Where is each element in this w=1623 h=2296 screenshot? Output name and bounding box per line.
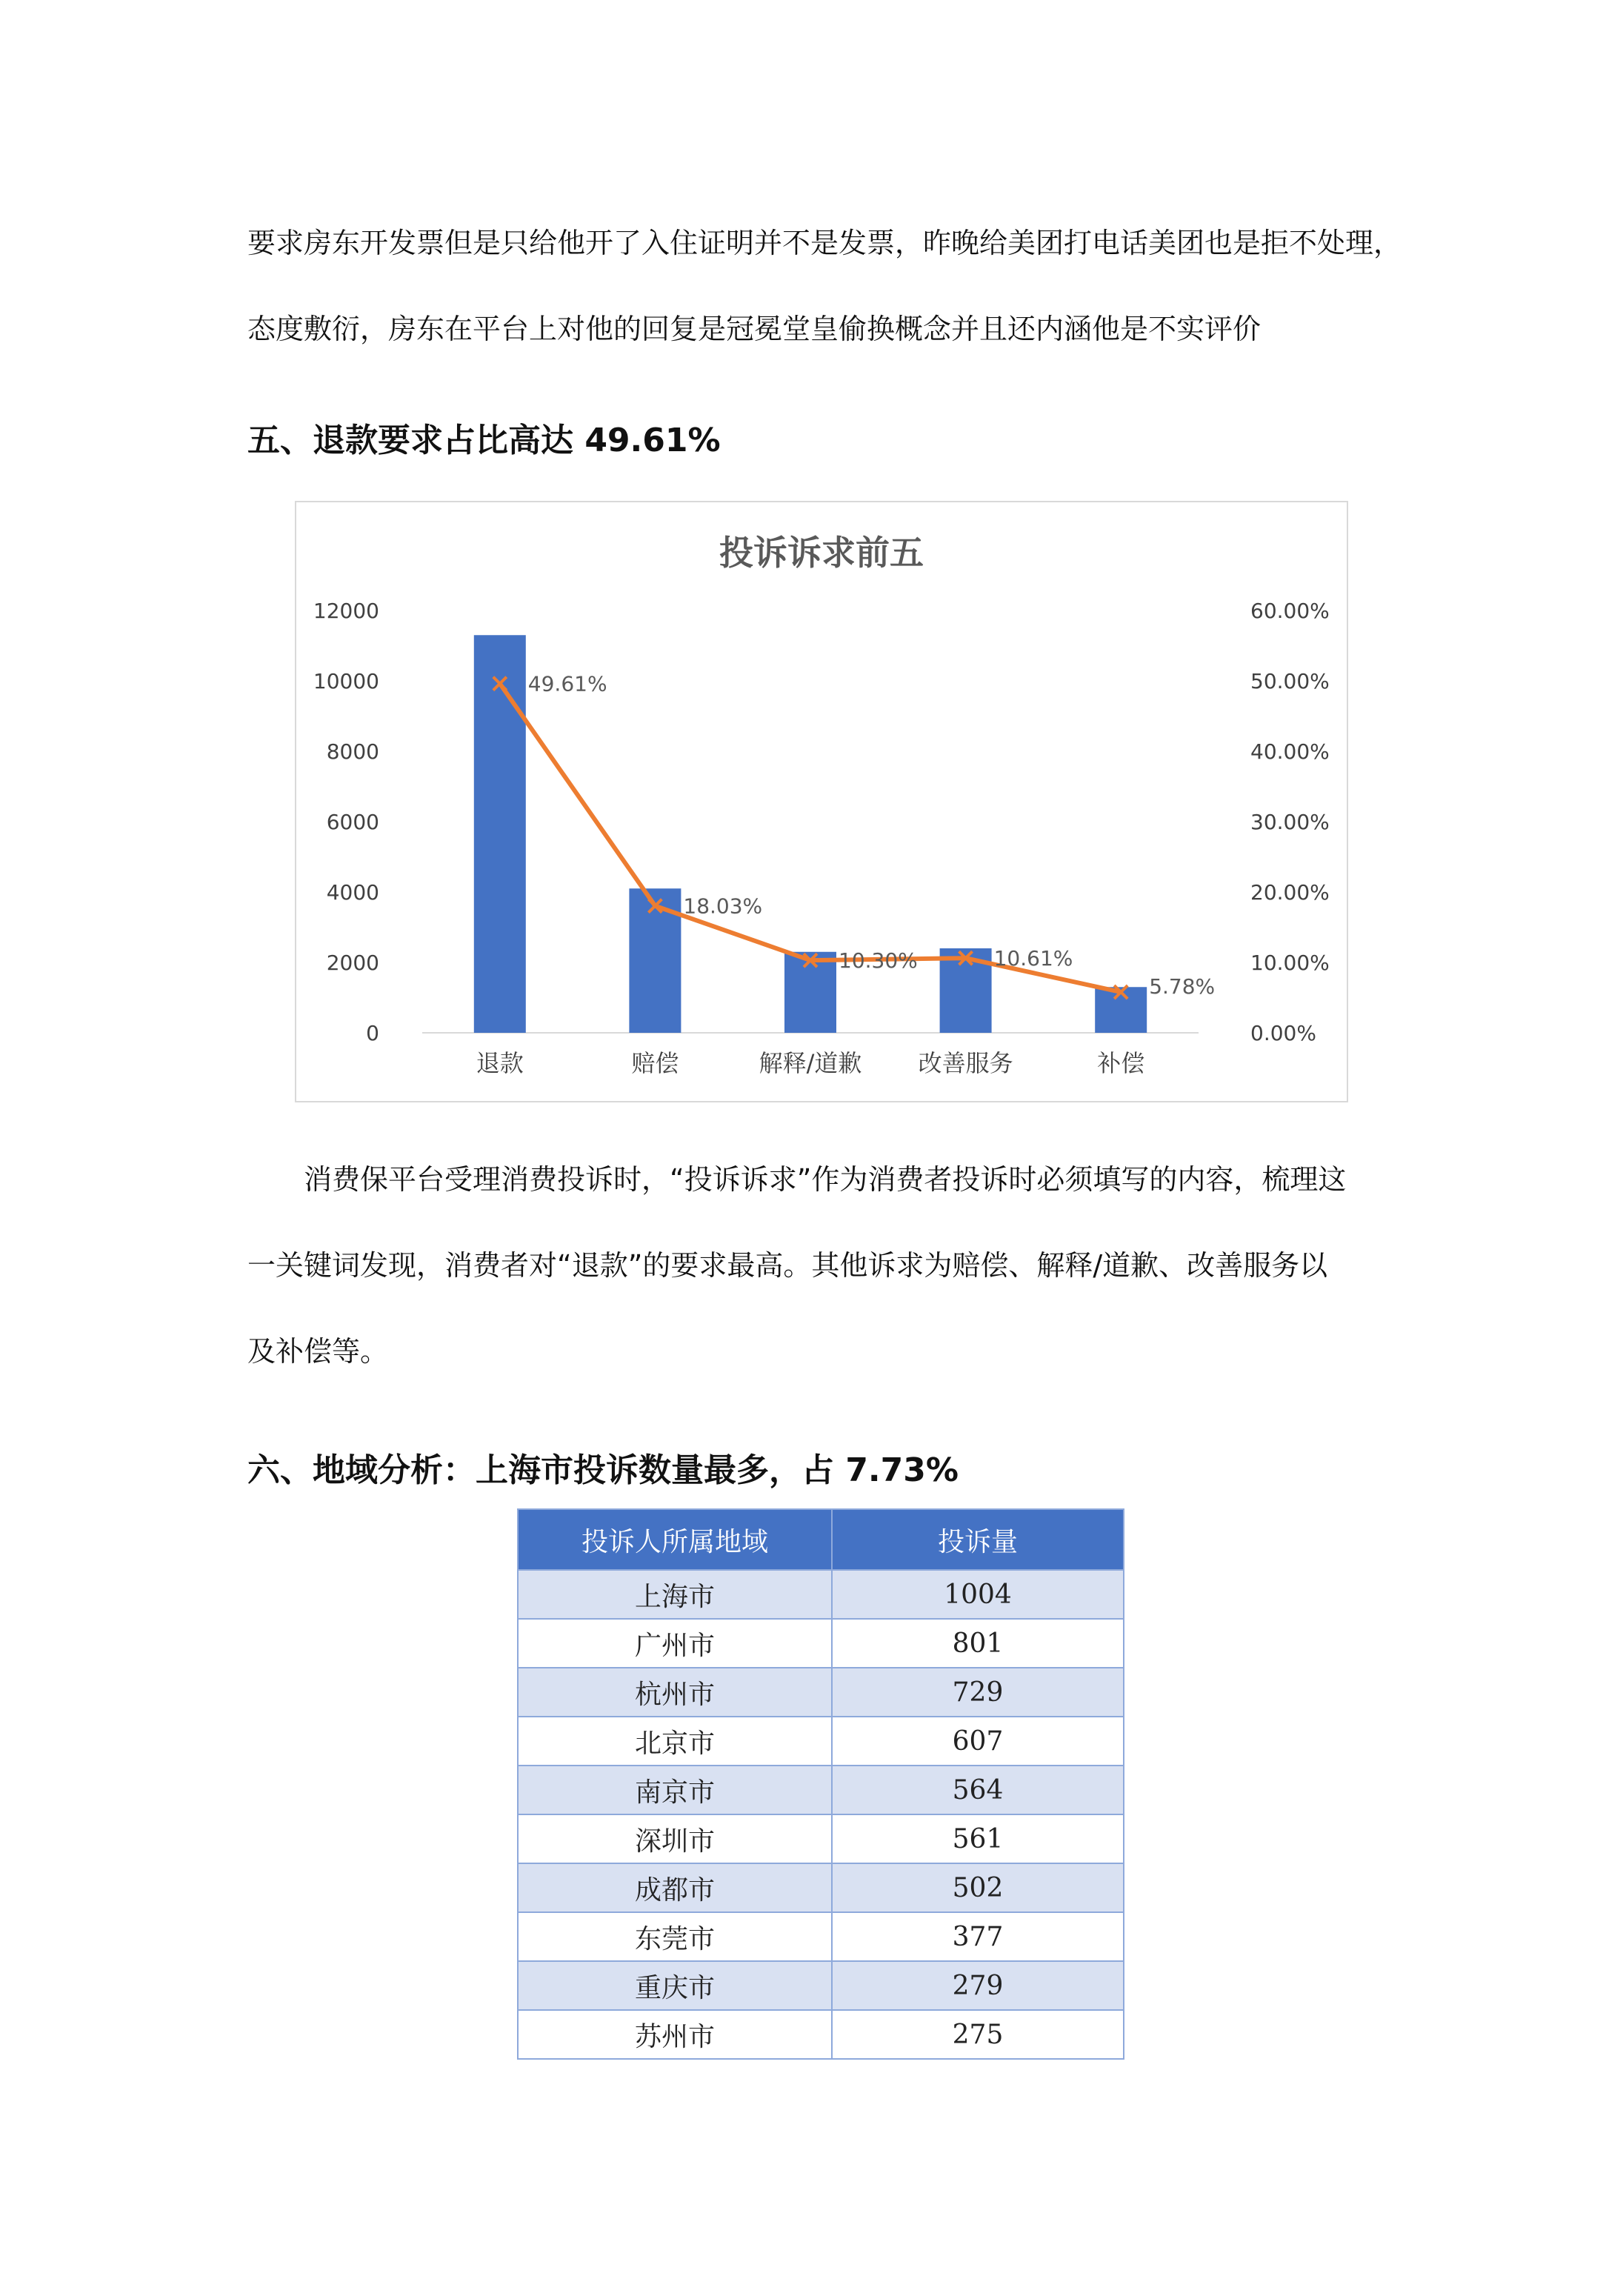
right-axis-tick: 50.00%	[1250, 669, 1330, 693]
category-label: 补偿	[1097, 1049, 1145, 1077]
data-label: 18.03%	[683, 894, 763, 919]
table-row	[518, 1766, 1124, 1814]
count-cell: 377	[832, 1912, 1124, 1961]
region-cell: 苏州市	[518, 2010, 832, 2059]
intro-line: 态度敷衍，房东在平台上对他的回复是冠冕堂皇偷换概念并且还内涵他是不实评价	[247, 313, 1262, 345]
right-axis-tick: 20.00%	[1250, 880, 1330, 905]
left-axis-tick: 10000	[313, 669, 379, 693]
right-axis-tick: 30.00%	[1250, 810, 1330, 834]
table-header-row	[518, 1509, 1124, 1570]
table-row	[518, 1912, 1124, 1961]
left-axis-tick: 8000	[326, 739, 379, 764]
chart-title: 投诉诉求前五	[719, 533, 924, 573]
left-axis-tick: 12000	[313, 599, 379, 623]
body-paragraph	[247, 1137, 1403, 1394]
category-label: 改善服务	[918, 1049, 1013, 1077]
region-cell: 东莞市	[518, 1912, 832, 1961]
left-axis-tick: 4000	[326, 880, 379, 905]
category-label: 解释/道歉	[759, 1049, 862, 1077]
category-label: 退款	[476, 1049, 524, 1077]
region-cell: 南京市	[518, 1766, 832, 1814]
data-label: 5.78%	[1149, 974, 1216, 999]
intro-paragraph	[247, 200, 1403, 372]
intro-line: 要求房东开发票但是只给他开了入住证明并不是发票，昨晚给美团打电话美团也是拒不处理，	[247, 227, 1402, 259]
count-cell: 607	[832, 1717, 1124, 1766]
table-row	[518, 1814, 1124, 1863]
section6-heading: 六、地域分析：上海市投诉数量最多，占 7.73%	[247, 1451, 959, 1489]
region-cell: 成都市	[518, 1863, 832, 1912]
right-axis-tick: 40.00%	[1250, 739, 1330, 764]
count-cell: 561	[832, 1814, 1124, 1863]
category-label: 赔偿	[631, 1049, 679, 1077]
body-line: 消费保平台受理消费投诉时，“投诉诉求”作为消费者投诉时必须填写的内容，梳理这	[247, 1163, 1347, 1196]
count-cell: 502	[832, 1863, 1124, 1912]
count-cell: 729	[832, 1668, 1124, 1717]
table-row	[518, 1863, 1124, 1912]
data-label: 10.61%	[993, 946, 1073, 971]
data-label: 49.61%	[527, 671, 607, 696]
chart-canvas	[296, 502, 1347, 1101]
section5-heading: 五、退款要求占比高达 49.61%	[247, 422, 721, 459]
table-row	[518, 1717, 1124, 1766]
count-cell: 1004	[832, 1570, 1124, 1619]
left-axis-tick: 6000	[326, 810, 379, 834]
right-axis-tick: 60.00%	[1250, 599, 1330, 623]
body-line: 一关键词发现，消费者对“退款”的要求最高。其他诉求为赔偿、解释/道歉、改善服务以	[247, 1249, 1328, 1282]
table-row	[518, 1961, 1124, 2010]
table-row	[518, 1570, 1124, 1619]
right-axis-tick: 10.00%	[1250, 951, 1330, 975]
table-row	[518, 2010, 1124, 2059]
right-axis-tick: 0.00%	[1250, 1021, 1316, 1045]
count-cell: 564	[832, 1766, 1124, 1814]
count-cell: 275	[832, 2010, 1124, 2059]
table-row	[518, 1619, 1124, 1668]
region-cell: 杭州市	[518, 1668, 832, 1717]
region-table	[517, 1508, 1124, 2060]
left-axis-tick: 0	[366, 1021, 379, 1045]
region-cell: 上海市	[518, 1570, 832, 1619]
body-line: 及补偿等。	[247, 1335, 389, 1368]
region-table-body	[518, 1570, 1124, 2059]
header-region: 投诉人所属地域	[518, 1509, 832, 1570]
complaint-demands-chart	[295, 501, 1348, 1102]
bar	[474, 635, 526, 1033]
region-cell: 广州市	[518, 1619, 832, 1668]
count-cell: 801	[832, 1619, 1124, 1668]
region-cell: 深圳市	[518, 1814, 832, 1863]
region-cell: 重庆市	[518, 1961, 832, 2010]
header-count: 投诉量	[832, 1509, 1124, 1570]
region-cell: 北京市	[518, 1717, 832, 1766]
data-label: 10.30%	[839, 948, 918, 974]
count-cell: 279	[832, 1961, 1124, 2010]
left-axis-tick: 2000	[326, 951, 379, 975]
bar	[784, 952, 836, 1033]
table-row	[518, 1668, 1124, 1717]
